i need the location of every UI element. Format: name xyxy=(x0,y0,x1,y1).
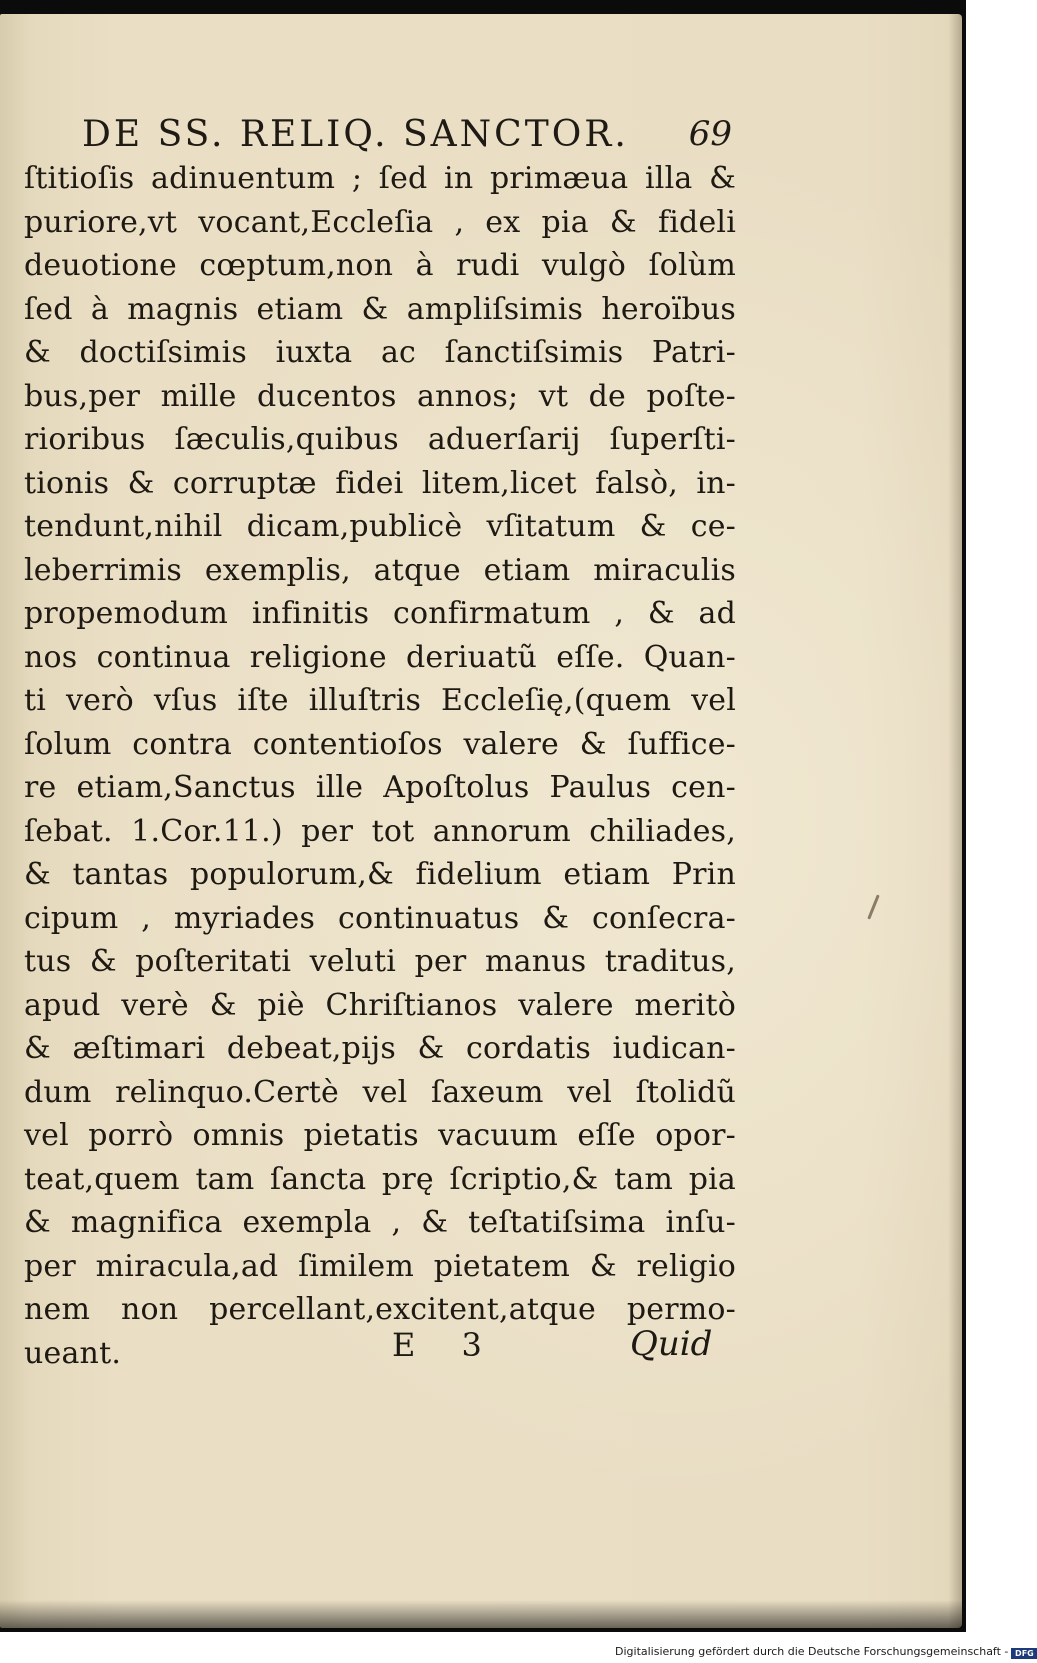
dfg-logo-icon: DFG xyxy=(1011,1648,1037,1659)
page-bottom-shadow xyxy=(0,1600,962,1628)
body-line: re etiam,Sanctus ille Apoſtolus Paulus cen- xyxy=(24,770,736,805)
body-line: ti verò vſus iſte illuſtris Eccleſię,(quem vel xyxy=(24,683,736,718)
page-number: 69 xyxy=(688,114,732,154)
body-line: rioribus ſæculis,quibus aduerſarij ſuperſti- xyxy=(24,422,736,457)
body-line: vel porrò omnis pietatis vacuum eſſe opor- xyxy=(24,1118,736,1153)
body-line: tendunt,nihil dicam,publicè vſitatum & ce- xyxy=(24,509,736,544)
body-line: ſolum contra contentioſos valere & ſuffice- xyxy=(24,726,736,762)
body-line: & doctiſsimis iuxta ac ſanctiſsimis Patri- xyxy=(24,335,736,370)
body-line: tionis & corruptæ fidei litem,licet falsò, in- xyxy=(24,465,736,501)
body-line: ſtitioſis adinuentum ; ſed in primæua illa & xyxy=(24,161,736,196)
ink-stain xyxy=(867,894,880,919)
body-line: dum relinquo.Certè vel ſaxeum vel ſtolidũ xyxy=(24,1074,736,1110)
body-line: ſed à magnis etiam & ampliſsimis heroïbus xyxy=(24,291,736,327)
page-edge-shadow xyxy=(948,14,962,1628)
body-line: propemodum infinitis confirmatum , & ad xyxy=(24,596,736,631)
body-line: & æſtimari debeat,pijs & cordatis iudican- xyxy=(24,1031,736,1066)
body-line: ueant. xyxy=(24,1335,122,1371)
body-line: per miracula,ad ſimilem pietatem & religio xyxy=(24,1248,736,1284)
body-line: tus & poſteritati veluti per manus traditus, xyxy=(24,944,736,979)
funding-note-text: Digitalisierung gefördert durch die Deutsche Forschungsgemeinschaft - xyxy=(615,1645,1009,1658)
body-line: & tantas populorum,& fidelium etiam Prin xyxy=(24,857,736,892)
body-line: ſebat. 1.Cor.11.) per tot annorum chiliades, xyxy=(24,813,736,849)
body-line: bus,per mille ducentos annos; vt de poſte- xyxy=(24,378,736,414)
body-line: apud verè & piè Chriſtianos valere meritò xyxy=(24,987,736,1023)
signature-mark: E 3 xyxy=(392,1326,500,1364)
body-line: nos continua religione deriuatũ eſſe. Quan- xyxy=(24,639,736,675)
running-title: DE SS. RELIQ. SANCTOR. xyxy=(82,114,629,155)
catchword: Quid xyxy=(630,1324,713,1364)
body-line: puriore,vt vocant,Eccleſia , ex pia & fideli xyxy=(24,204,736,240)
funding-note xyxy=(615,1645,1037,1659)
book-page xyxy=(0,14,962,1628)
body-line: & magnifica exempla , & teſtatiſsima inſu- xyxy=(24,1205,736,1240)
body-line: teat,quem tam ſancta prę ſcriptio,& tam pia xyxy=(24,1161,736,1197)
body-line: leberrimis exemplis, atque etiam miraculis xyxy=(24,552,736,588)
body-text xyxy=(24,157,736,1375)
body-line: nem non percellant,excitent,atque permo- xyxy=(24,1292,736,1327)
body-line: cipum , myriades continuatus & conſecra- xyxy=(24,900,736,936)
body-line: deuotione cœptum,non à rudi vulgò ſolùm xyxy=(24,248,736,283)
